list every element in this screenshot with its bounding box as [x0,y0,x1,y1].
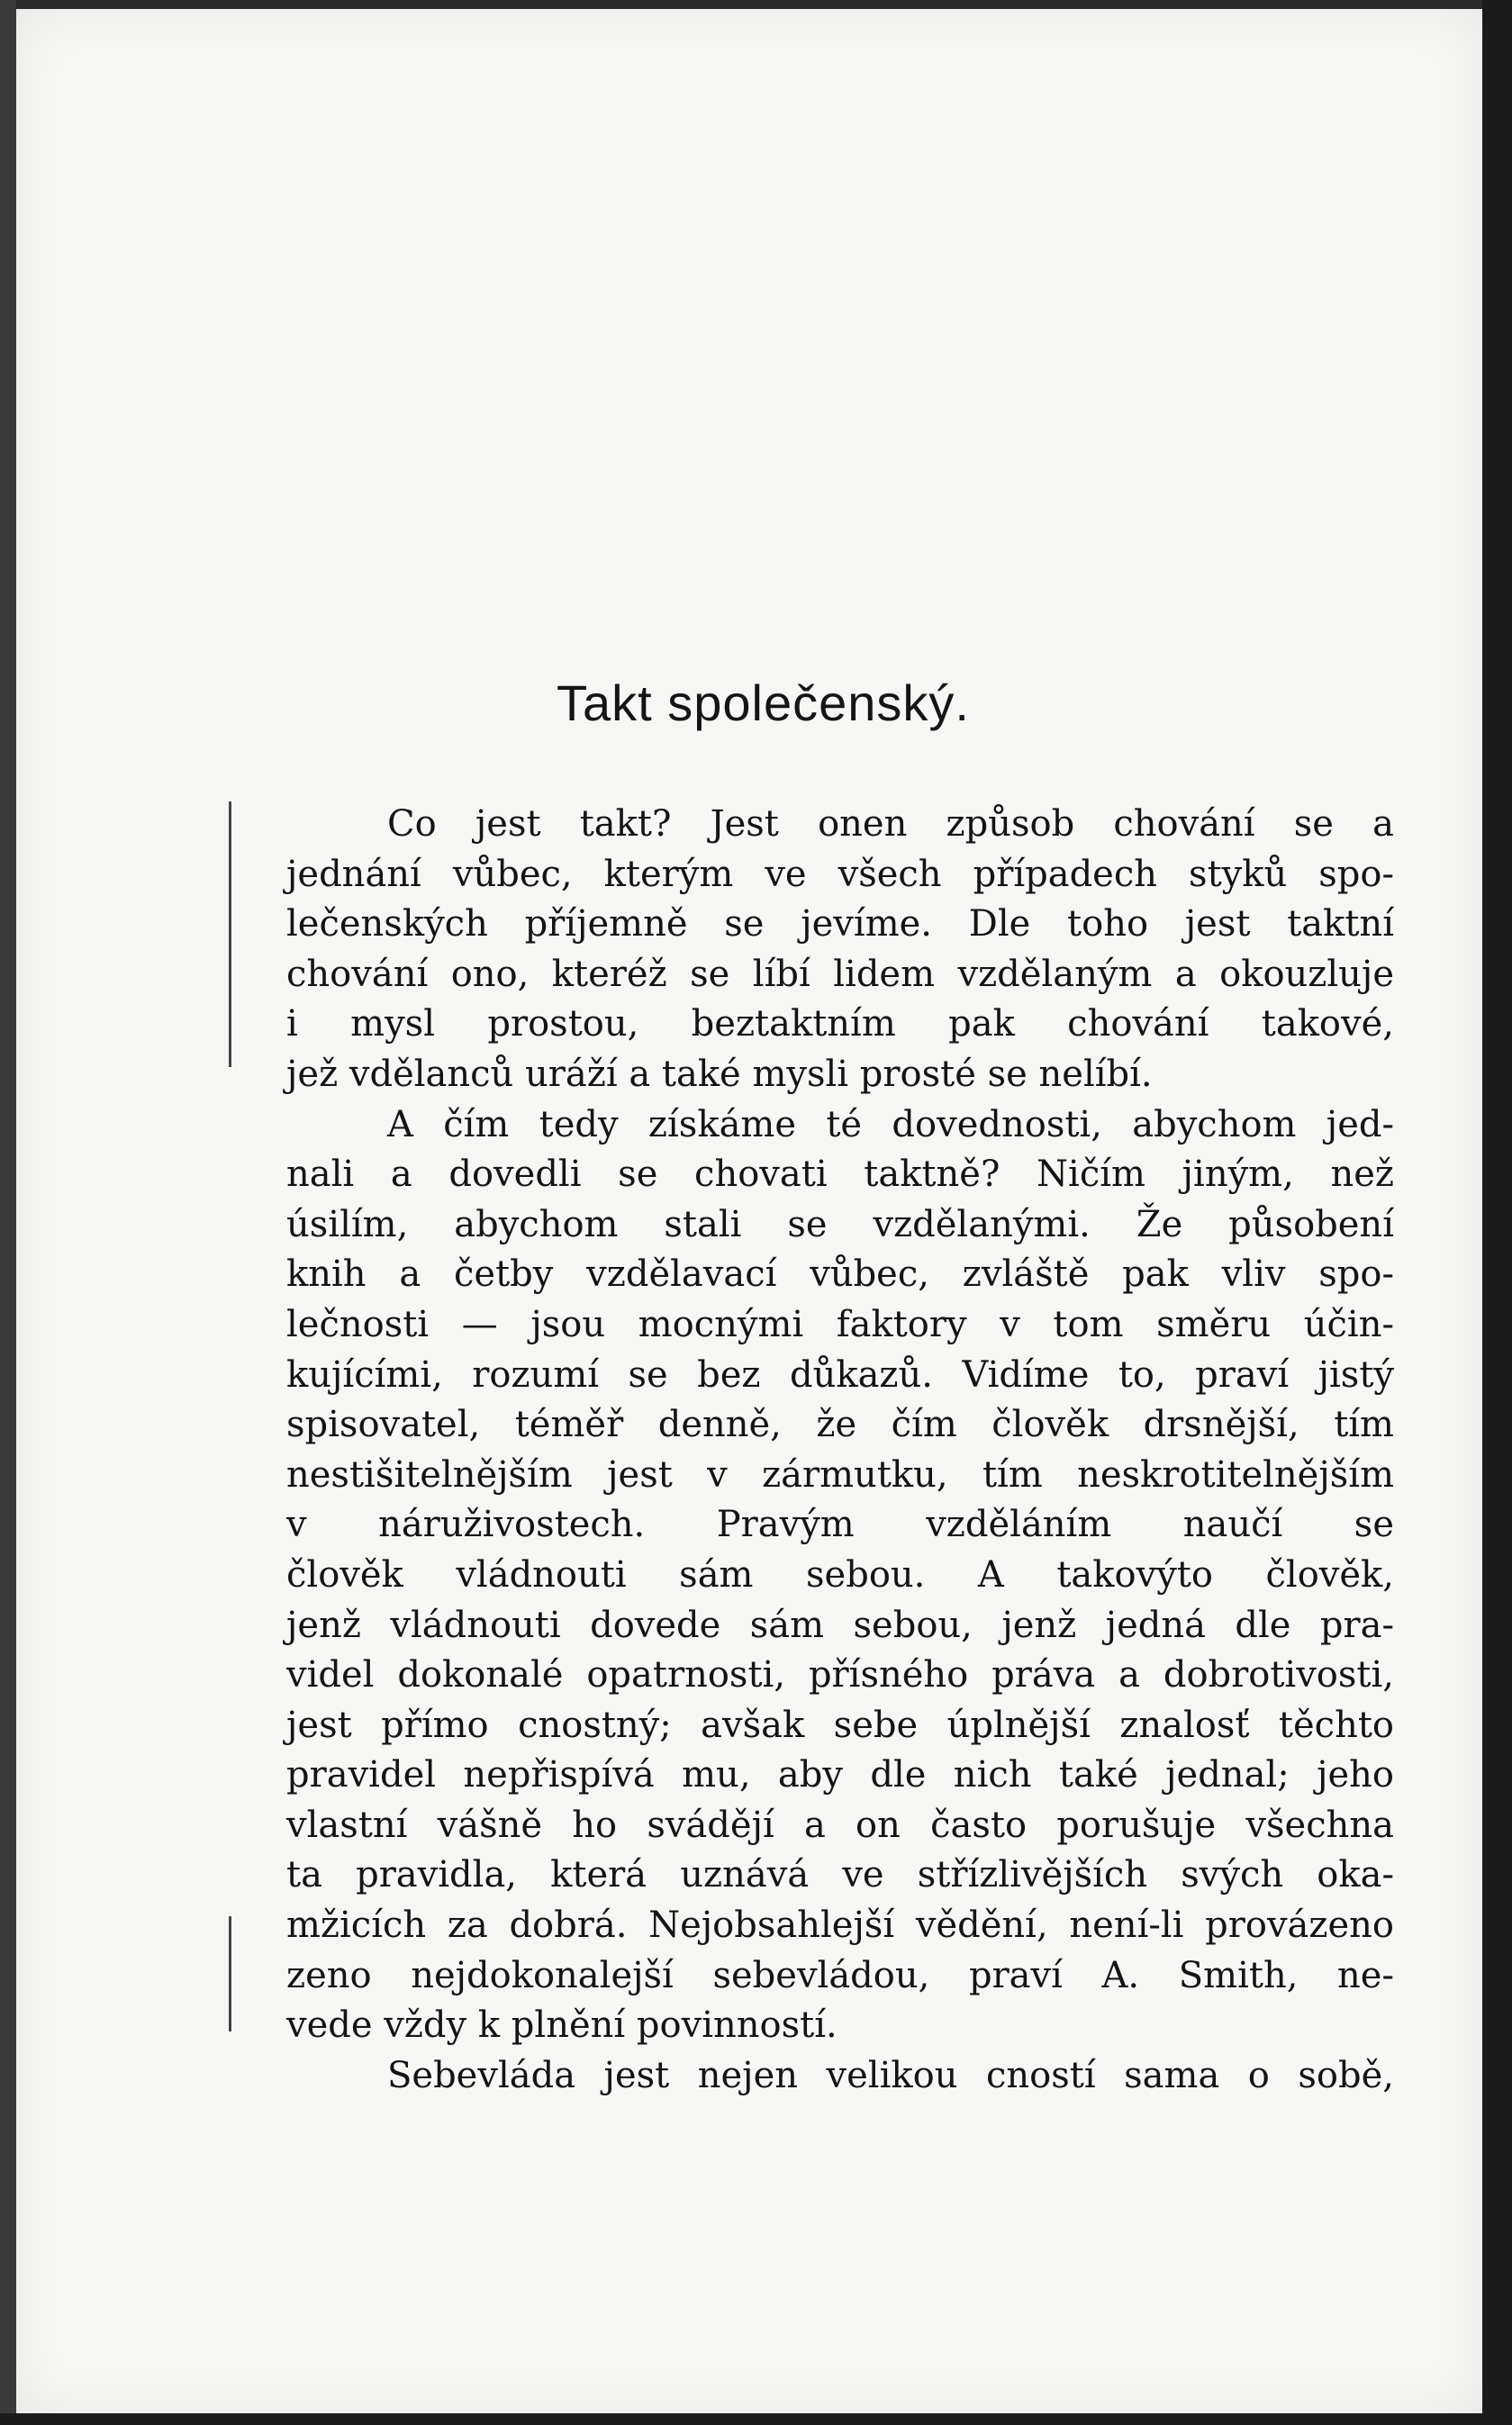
text-line: člověk vládnouti sám sebou. A takovýto člověk, [286,1553,1394,1596]
body-text [286,800,1394,2101]
text-line: jež vdělanců uráží a také mysli prosté se nelíbí. [286,1053,1153,1095]
text-line: nali a dovedli se chovati taktně? Ničím jiným, než [286,1154,1394,1196]
text-line: vede vždy k plnění povinností. [286,2004,837,2047]
text-line: knih a četby vzdělavací vůbec, zvláště pak vliv spo- [286,1253,1394,1296]
margin-mark [229,1916,231,2031]
page-title: Takt společenský. [557,674,970,731]
text-line: jednání vůbec, kterým ve všech případech styků spo- [286,853,1394,895]
scan-left-edge [0,0,16,2425]
text-line: Co jest takt? Jest onen způsob chování se a [387,803,1394,845]
text-line: ta pravidla, která uznává ve střízlivějších svých oka- [286,1854,1394,1896]
text-line: videl dokonalé opatrnosti, přísného práva a dobrotivosti, [286,1654,1394,1697]
text-line: i mysl prostou, beztaktním pak chování takové, [286,1003,1394,1045]
text-line: nestišitelnějším jest v zármutku, tím neskrotitelnějším [286,1453,1394,1496]
text-line: Sebevláda jest nejen velikou cností sama o sobě, [387,2054,1394,2096]
text-line: chování ono, kteréž se líbí lidem vzdělaným a okouzluje [286,953,1394,995]
text-line: A čím tedy získáme té dovednosti, abychom jed- [387,1103,1394,1145]
text-line: v náruživostech. Pravým vzděláním naučí se [286,1504,1394,1546]
text-line: spisovatel, téměř denně, že čím člověk drsnější, tím [286,1404,1394,1446]
text-line: kujícími, rozumí se bez důkazů. Vidíme to, praví jistý [286,1353,1394,1396]
text-line: vlastní vášně ho svádějí a on často porušuje všechna [286,1804,1394,1846]
text-line: mžicích za dobrá. Nejobsahlejší vědění, není-li provázeno [286,1905,1394,1947]
text-line: jenž vládnouti dovede sám sebou, jenž jedná dle pra- [286,1604,1394,1646]
text-line: pravidel nepřispívá mu, aby dle nich také jednal; jeho [286,1754,1394,1796]
scan-bottom-edge [0,2413,1512,2425]
scan-right-edge [1482,0,1512,2425]
text-line: zeno nejdokonalejší sebevládou, praví A. Smith, ne- [286,1954,1394,1996]
margin-mark [229,801,231,1067]
text-line: úsilím, abychom stali se vzdělanými. Že působení [286,1203,1394,1245]
text-line: lečnosti — jsou mocnými faktory v tom směru účin- [286,1303,1394,1345]
text-line: lečenských příjemně se jevíme. Dle toho jest taktní [286,903,1394,946]
text-line: jest přímo cnostný; avšak sebe úplnější znalosť těchto [286,1704,1394,1746]
book-page [16,9,1482,2413]
